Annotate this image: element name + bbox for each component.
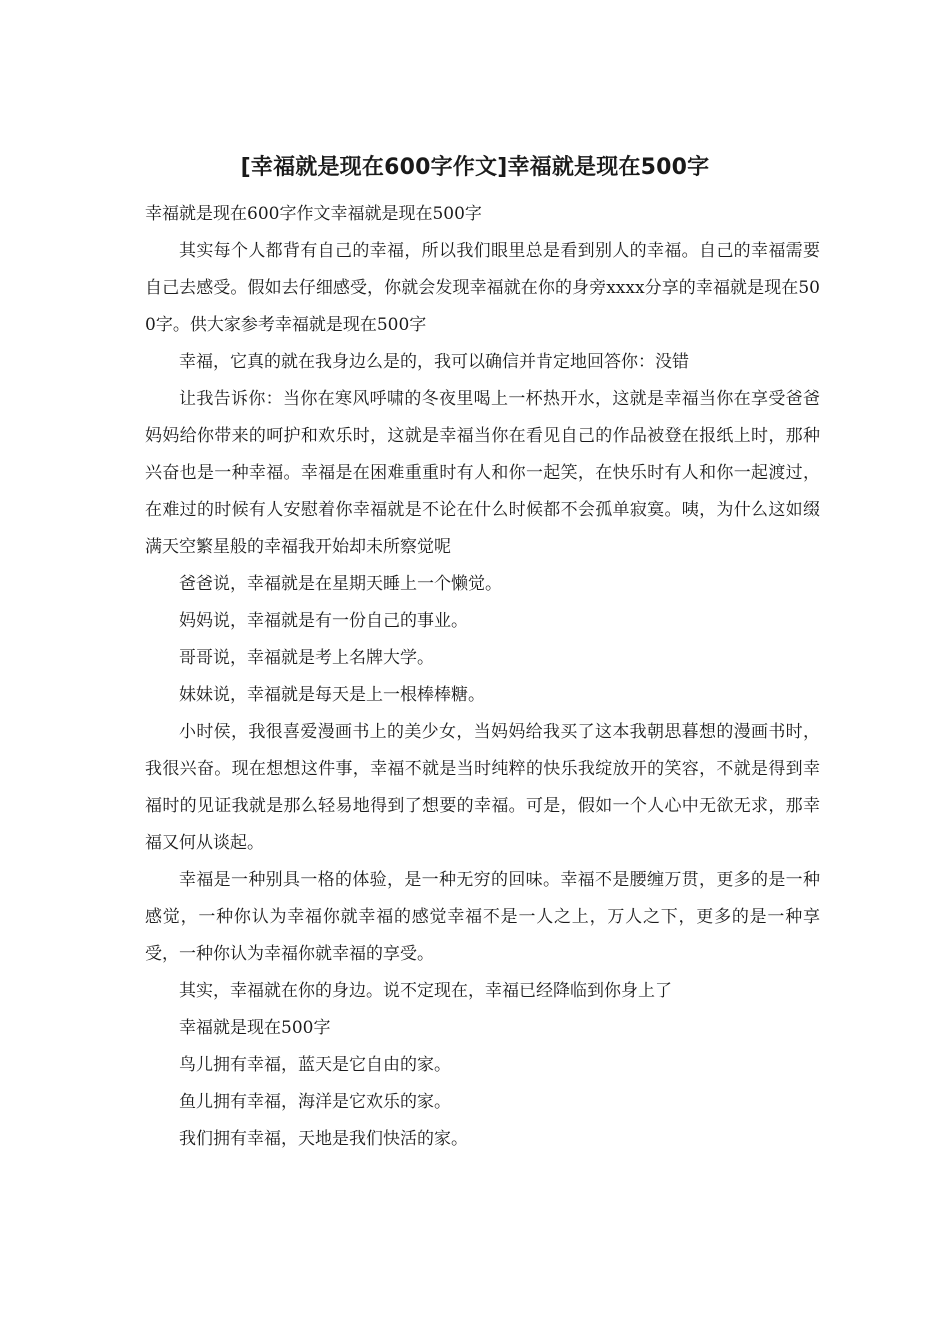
body-paragraph: 幸福是一种别具一格的体验，是一种无穷的回味。幸福不是腰缠万贯，更多的是一种感觉，一种你认为幸福你就幸福的感觉幸福不是一人之上，万人之下，更多的是一种享受，一种你认为幸福你就幸福的享受。 (145, 870, 820, 964)
body-paragraph: 我们拥有幸福，天地是我们快活的家。 (179, 1129, 468, 1149)
body-paragraph: 鸟儿拥有幸福，蓝天是它自由的家。 (179, 1055, 451, 1075)
body-paragraph: 幸福就是现在500字 (179, 1018, 331, 1038)
body-paragraph: 哥哥说，幸福就是考上名牌大学。 (179, 648, 434, 668)
document-body (145, 196, 820, 1158)
body-paragraph: 让我告诉你：当你在寒风呼啸的冬夜里喝上一杯热开水，这就是幸福当你在享受爸爸妈妈给你带来的呵护和欢乐时，这就是幸福当你在看见自己的作品被登在报纸上时，那种兴奋也是一种幸福。幸福是在困难重重时有人和你一起笑，在快乐时有人和你一起渡过，在难过的时候有人安慰着你幸福就是不论在什么时候都不会孤单寂寞。咦，为什么这如缀满天空繁星般的幸福我开始却未所察觉呢 (145, 389, 820, 557)
document-title: [幸福就是现在600字作文]幸福就是现在500字 (240, 155, 710, 180)
body-paragraph: 妹妹说，幸福就是每天是上一根棒棒糖。 (179, 685, 485, 705)
body-paragraph: 妈妈说，幸福就是有一份自己的事业。 (179, 611, 468, 631)
body-paragraph: 爸爸说，幸福就是在星期天睡上一个懒觉。 (179, 574, 502, 594)
body-paragraph: 其实，幸福就在你的身边。说不定现在，幸福已经降临到你身上了 (179, 981, 672, 1001)
body-paragraph: 小时侯，我很喜爱漫画书上的美少女，当妈妈给我买了这本我朝思暮想的漫画书时，我很兴奋。现在想想这件事，幸福不就是当时纯粹的快乐我绽放开的笑容，不就是得到幸福时的见证我就是那么轻易地得到了想要的幸福。可是，假如一个人心中无欲无求，那幸福又何从谈起。 (145, 722, 820, 853)
body-paragraph: 其实每个人都背有自己的幸福，所以我们眼里总是看到别人的幸福。自己的幸福需要自己去感受。假如去仔细感受，你就会发现幸福就在你的身旁xxxx分享的幸福就是现在500字。供大家参考幸福就是现在500字 (145, 241, 820, 335)
body-paragraph: 幸福，它真的就在我身边么是的，我可以确信并肯定地回答你：没错 (179, 352, 689, 372)
body-paragraph: 幸福就是现在600字作文幸福就是现在500字 (145, 204, 482, 224)
body-paragraph: 鱼儿拥有幸福，海洋是它欢乐的家。 (179, 1092, 451, 1112)
